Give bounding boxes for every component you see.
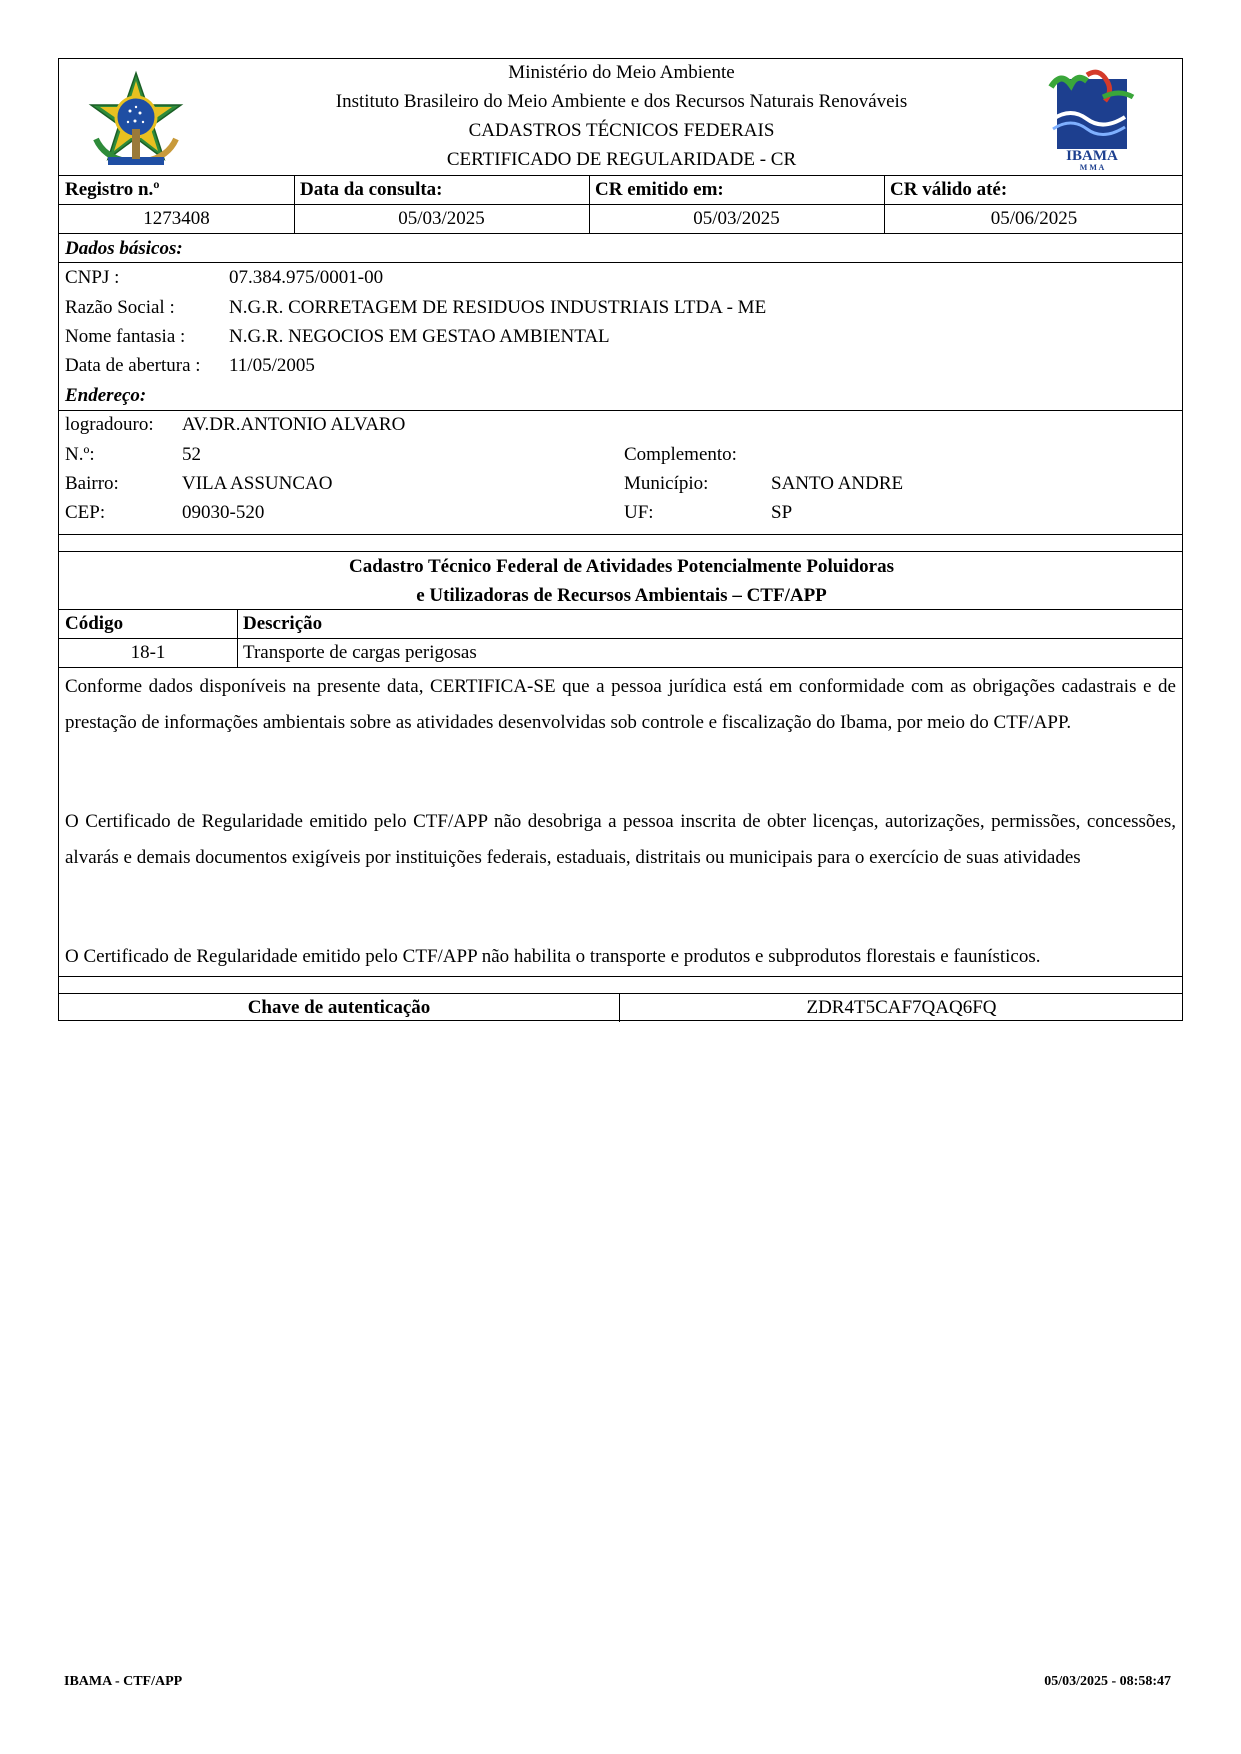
uf-label: UF: xyxy=(624,502,654,523)
data-abertura-label: Data de abertura : xyxy=(65,355,201,376)
razao-social-value: N.G.R. CORRETAGEM DE RESIDUOS INDUSTRIAIS LTDA - ME xyxy=(229,297,767,318)
cnpj-value: 07.384.975/0001-00 xyxy=(229,267,384,288)
valido-label: CR válido até: xyxy=(890,179,1008,200)
registro-label: Registro n.º xyxy=(65,179,160,200)
bairro-value: VILA ASSUNCAO xyxy=(182,473,333,494)
ibama-logo-icon xyxy=(1047,67,1139,171)
disclaimer-paragraph-licenses: O Certificado de Regularidade emitido pelo CTF/APP não desobriga a pessoa inscrita de obter licenças, autorizações, permissões, concessões, alvarás e demais documentos exigíveis por instituições federais, estaduais, distritais ou municipais para o exercício de suas atividades xyxy=(65,811,1176,868)
razao-social-label: Razão Social : xyxy=(65,297,175,318)
ibama-logo xyxy=(1047,67,1139,171)
uf-value: SP xyxy=(771,502,793,523)
emitido-label: CR emitido em: xyxy=(595,179,724,200)
certification-paragraph: Conforme dados disponíveis na presente data, CERTIFICA-SE que a pessoa jurídica está em conformidade com as obrigações cadastrais e de prestação de informações ambientais sobre as atividades desenvolvidas sob controle e fiscalização do Ibama, por meio do CTF/APP. xyxy=(65,676,1176,733)
nome-fantasia-label: Nome fantasia : xyxy=(65,326,186,347)
disclaimer-paragraph-transport: O Certificado de Regularidade emitido pelo CTF/APP não habilita o transporte e produtos e subprodutos florestais e faunísticos. xyxy=(65,946,1041,967)
logradouro-value: AV.DR.ANTONIO ALVARO xyxy=(182,414,406,435)
municipio-value: SANTO ANDRE xyxy=(771,473,904,494)
ctf-title-line2: e Utilizadoras de Recursos Ambientais – CTF/APP xyxy=(416,585,827,606)
table-row-descricao: Transporte de cargas perigosas xyxy=(243,642,477,663)
codigo-header: Código xyxy=(65,613,124,634)
nome-fantasia-value: N.G.R. NEGOCIOS EM GESTAO AMBIENTAL xyxy=(229,326,610,347)
authentication-key-value: ZDR4T5CAF7QAQ6FQ xyxy=(806,997,997,1018)
table-row-codigo: 18-1 xyxy=(130,642,166,663)
header-institute: Instituto Brasileiro do Meio Ambiente e dos Recursos Naturais Renováveis xyxy=(335,91,908,112)
ibama-logo-subtext: M M A xyxy=(1079,163,1105,171)
descricao-header: Descrição xyxy=(243,613,323,634)
ibama-logo-text: IBAMA xyxy=(1066,148,1118,164)
certificate xyxy=(58,58,1183,1021)
dados-basicos-title: Dados básicos: xyxy=(65,238,183,259)
ctf-title-line1: Cadastro Técnico Federal de Atividades Potencialmente Poluidoras xyxy=(349,556,894,577)
municipio-label: Município: xyxy=(624,473,709,494)
footer-source: IBAMA - CTF/APP xyxy=(64,1674,183,1689)
complemento-label: Complemento: xyxy=(624,444,737,465)
cnpj-label: CNPJ : xyxy=(65,267,120,288)
header-certificate-title: CERTIFICADO DE REGULARIDADE - CR xyxy=(446,149,797,170)
numero-value: 52 xyxy=(182,444,201,465)
emitido-value: 05/03/2025 xyxy=(693,208,780,229)
header-ministry: Ministério do Meio Ambiente xyxy=(508,62,735,83)
numero-label: N.º: xyxy=(65,444,95,465)
endereco-title: Endereço: xyxy=(65,385,147,406)
registro-value: 1273408 xyxy=(143,208,210,229)
valido-value: 05/06/2025 xyxy=(990,208,1078,229)
consulta-label: Data da consulta: xyxy=(300,179,443,200)
cep-value: 09030-520 xyxy=(182,502,265,523)
footer-timestamp: 05/03/2025 - 08:58:47 xyxy=(1044,1674,1171,1689)
consulta-value: 05/03/2025 xyxy=(398,208,485,229)
cep-label: CEP: xyxy=(65,502,106,523)
bairro-label: Bairro: xyxy=(65,473,119,494)
authentication-key-label: Chave de autenticação xyxy=(247,997,431,1018)
header-cadastros: CADASTROS TÉCNICOS FEDERAIS xyxy=(468,120,775,141)
logradouro-label: logradouro: xyxy=(65,414,154,435)
data-abertura-value: 11/05/2005 xyxy=(229,355,315,376)
